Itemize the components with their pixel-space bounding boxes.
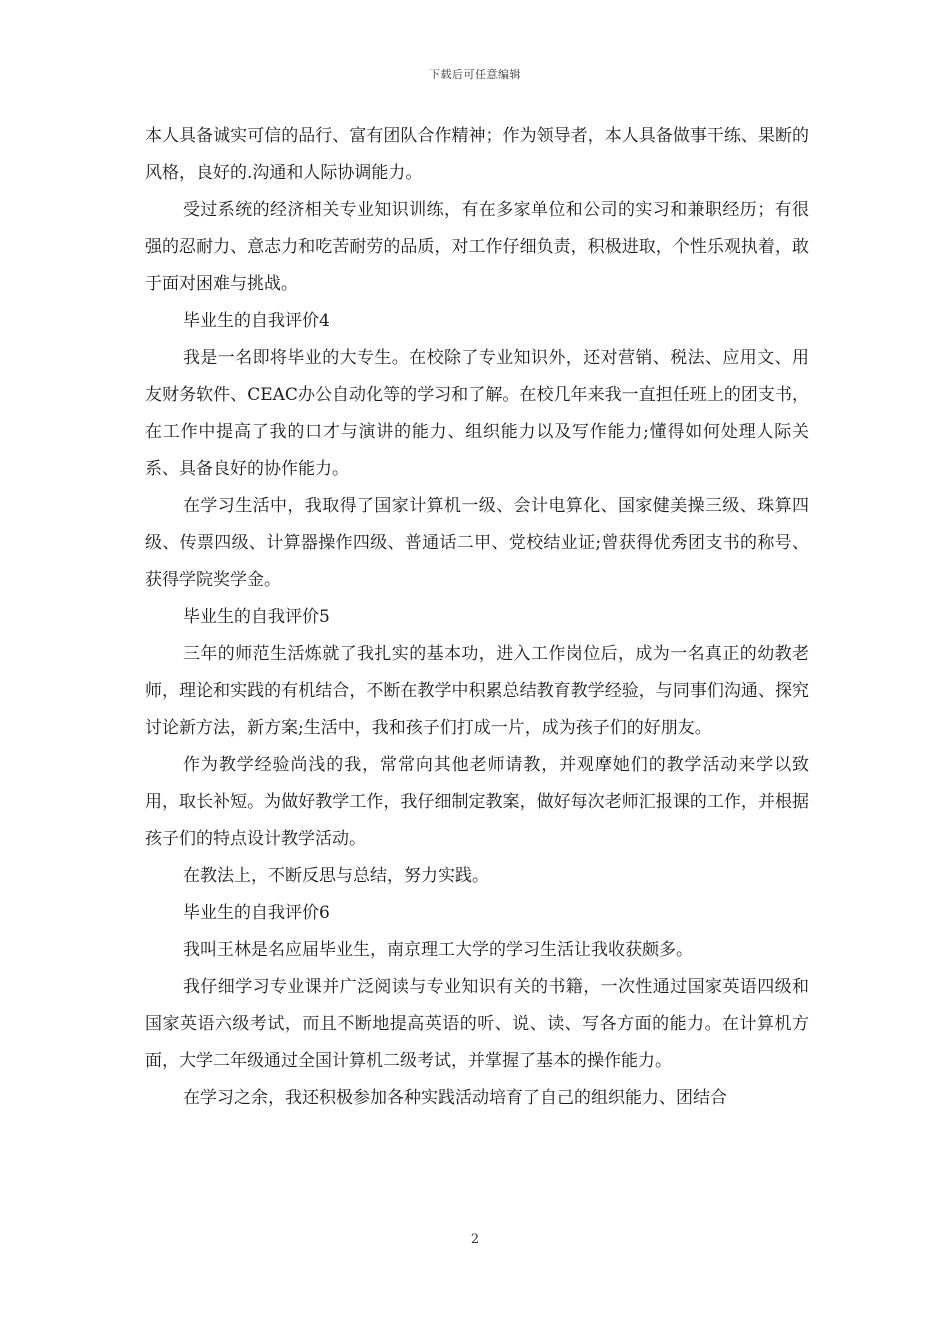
header-note: 下载后可任意编辑 — [429, 68, 521, 81]
paragraph-4: 在学习生活中，我取得了国家计算机一级、会计电算化、国家健美操三级、珠算四级、传票四级、计算器操作四级、普通话二甲、党校结业证;曾获得优秀团支书的称号、获得学院奖学金。 — [145, 496, 809, 590]
page-number: 2 — [470, 1232, 480, 1247]
paragraph-10: 在学习之余，我还积极参加各种实践活动培育了自己的组织能力、团结合 — [183, 1088, 727, 1108]
paragraph-5: 三年的师范生活炼就了我扎实的基本功，进入工作岗位后，成为一名真正的幼教老师，理论和实践的有机结合，不断在教学中积累总结教育教学经验，与同事们沟通、探究讨论新方法，新方案;生活中，我和孩子们打成一片，成为孩子们的好朋友。 — [145, 644, 809, 738]
paragraph-9: 我仔细学习专业课并广泛阅读与专业知识有关的书籍，一次性通过国家英语四级和国家英语六级考试，而且不断地提高英语的听、说、读、写各方面的能力。在计算机方面，大学二年级通过全国计算机二级考试，并掌握了基本的操作能力。 — [145, 977, 809, 1071]
section-heading-6: 毕业生的自我评价6 — [183, 903, 330, 923]
paragraph-3: 我是一名即将毕业的大专生。在校除了专业知识外，还对营销、税法、应用文、用友财务软件、CEAC办公自动化等的学习和了解。在校几年来我一直担任班上的团支书，在工作中提高了我的口才与演讲的能力、组织能力以及写作能力;懂得如何处理人际关系、具备良好的协作能力。 — [145, 348, 809, 479]
document-body — [145, 118, 809, 1117]
paragraph-8: 我叫王林是名应届毕业生，南京理工大学的学习生活让我收获颇多。 — [183, 940, 693, 960]
section-heading-5: 毕业生的自我评价5 — [183, 607, 330, 627]
paragraph-1: 本人具备诚实可信的品行、富有团队合作精神；作为领导者，本人具备做事干练、果断的风格，良好的.沟通和人际协调能力。 — [145, 126, 809, 183]
paragraph-6: 作为教学经验尚浅的我，常常向其他老师请教，并观摩她们的教学活动来学以致用，取长补短。为做好教学工作，我仔细制定教案，做好每次老师汇报课的工作，并根据孩子们的特点设计教学活动。 — [145, 755, 809, 849]
paragraph-7: 在教法上，不断反思与总结，努力实践。 — [183, 866, 489, 886]
paragraph-2: 受过系统的经济相关专业知识训练，有在多家单位和公司的实习和兼职经历；有很强的忍耐力、意志力和吃苦耐劳的品质，对工作仔细负责，积极进取，个性乐观执着，敢于面对困难与挑战。 — [145, 200, 809, 294]
section-heading-4: 毕业生的自我评价4 — [183, 311, 330, 331]
